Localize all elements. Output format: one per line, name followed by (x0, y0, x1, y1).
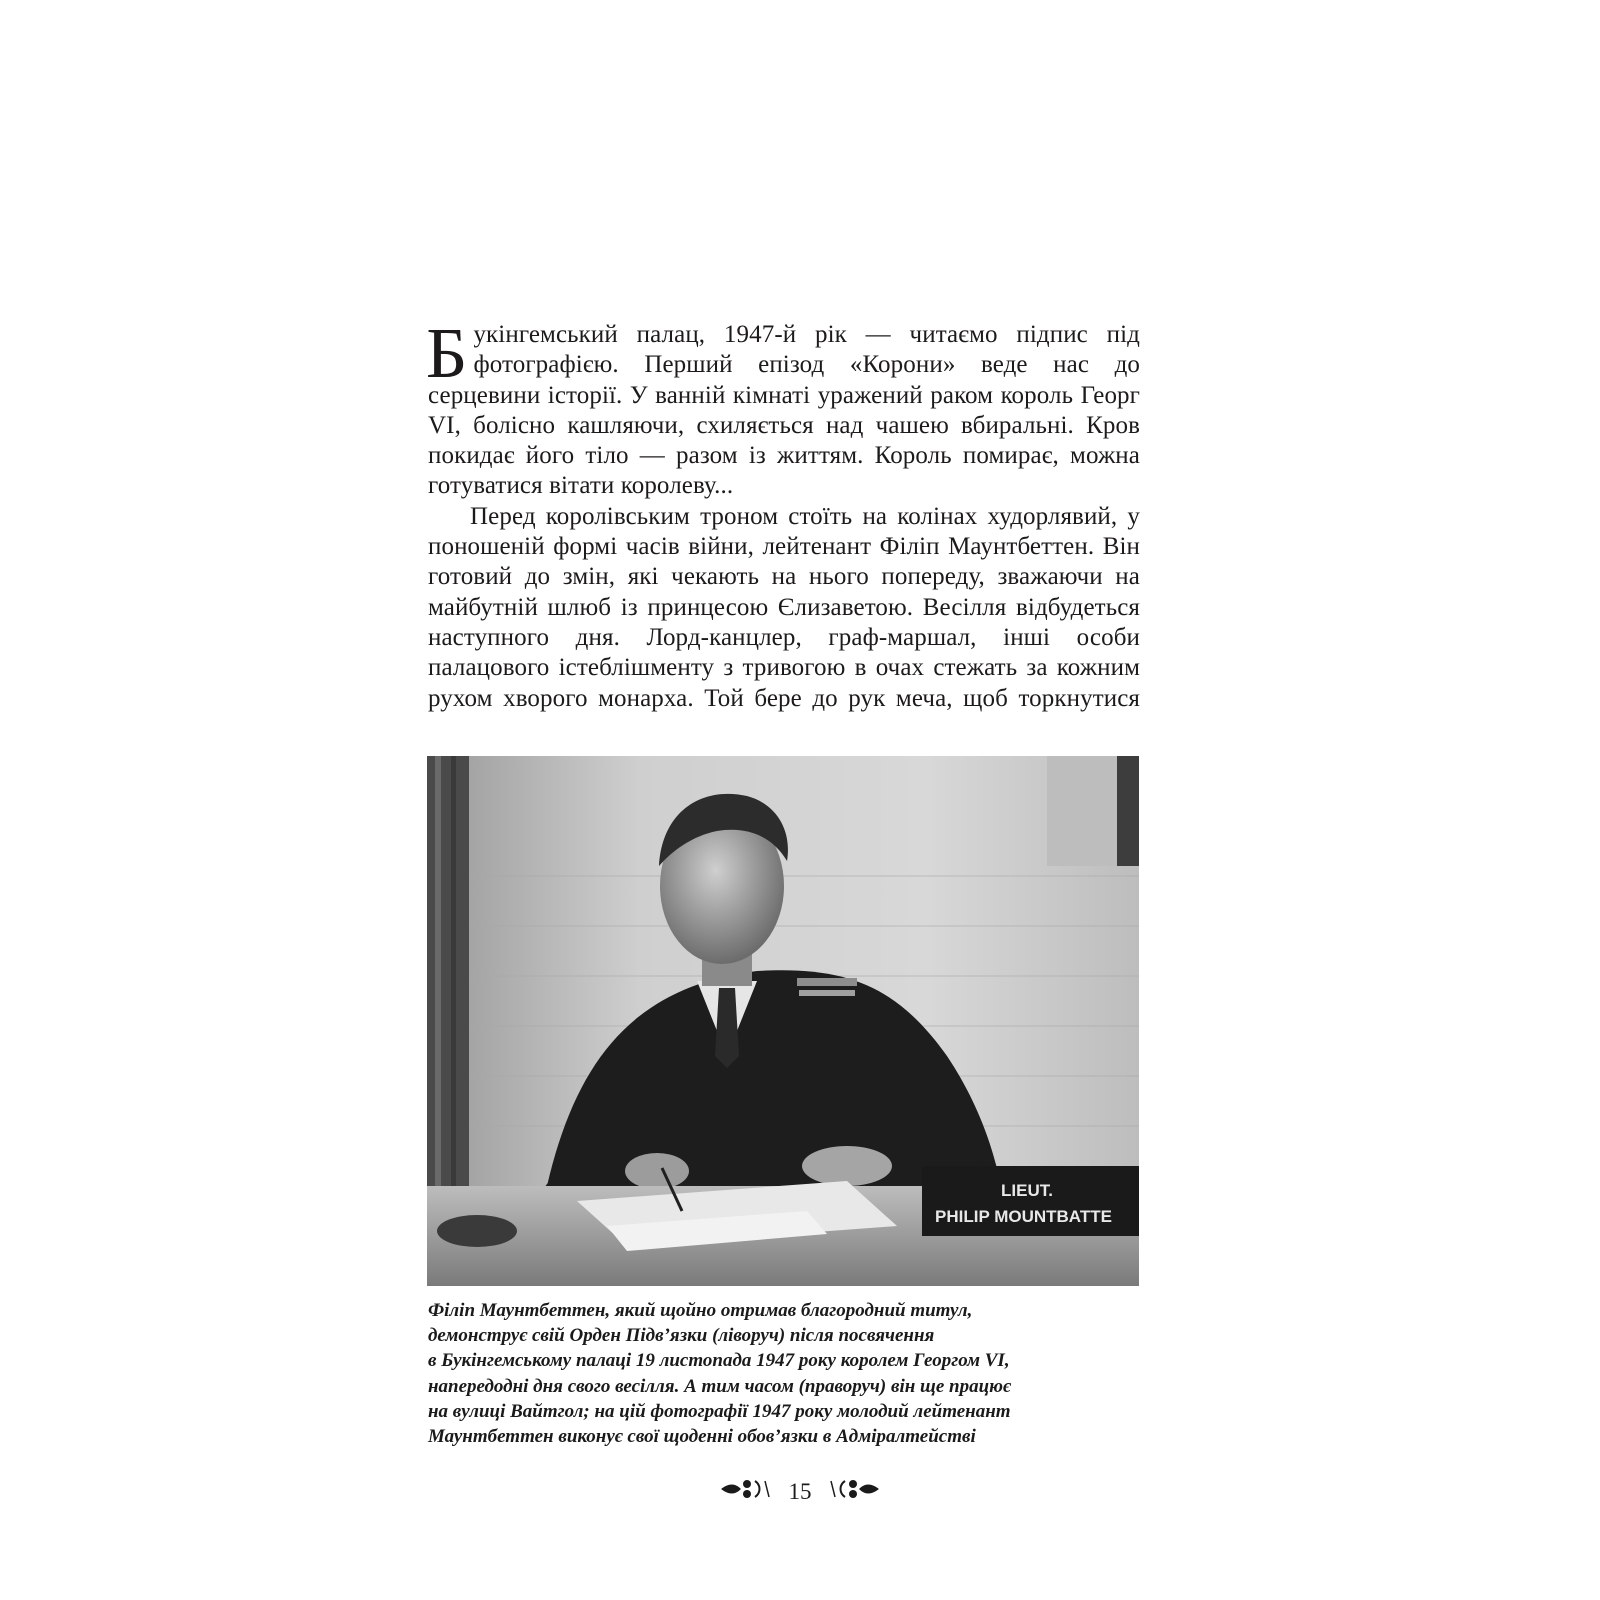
photograph-philip-mountbatten (427, 756, 1139, 1286)
photo-caption (428, 1298, 1140, 1449)
body-text (426, 313, 1140, 714)
drop-cap: Б (426, 313, 468, 393)
caption-line: в Букінгемському палаці 19 листопада 1947 року королем Георгом VI, (428, 1350, 1010, 1372)
caption-line: Філіп Маунтбеттен, який щойно отримав благородний титул, (428, 1300, 973, 1321)
caption-line: демонструє свій Орден Підв’язки (ліворуч) після посвячення (428, 1325, 935, 1347)
page-number: 15 (788, 1479, 812, 1504)
paragraph-1 (426, 313, 1140, 502)
left-ornament-icon (719, 1477, 773, 1507)
paragraph-2 (428, 502, 1140, 714)
nameplate-line-2: PHILIP MOUNTBATTE (935, 1207, 1112, 1226)
caption-line: Маунтбеттен виконує свої щоденні обов’язки в Адміралтействі (428, 1426, 976, 1448)
caption-line: на вулиці Вайтгол; на цій фотографії 1947 року молодий лейтенант (428, 1400, 1011, 1422)
paragraph-2-text: Перед королівським троном стоїть на колінах худорлявий, у поношеній формі часів війни, лейтенант Філіп Маунтбеттен. Він готовий до змін, які чекають на нього попереду, зважаючи на майбутній шлюб із принцесою Єлизаветою. Весілля відбудеться наступного дня. Лорд-канцлер, граф-маршал, інші особи палацового істеблішменту з тривогою в очах стежать за кожним рухом хворого монарха. Той бере до рук меча, щоб торкнутися (428, 502, 1140, 712)
nameplate-line-1: LIEUT. (1001, 1181, 1053, 1200)
page-footer (0, 1477, 1600, 1507)
paragraph-1-text: укінгемський палац, 1947-й рік — читаємо підпис під фотографією. Перший епізод «Корони» веде нас до серцевини історії. У ванній кімнаті уражений раком король Георг VI, болісно кашляючи, схиляється над чашею вбиральні. Кров покидає його тіло — разом із життям. Король помирає, можна готуватися вітати королеву... (428, 321, 1140, 500)
caption-line: напередодні дня свого весілля. А тим часом (праворуч) він ще працює (428, 1375, 1011, 1397)
right-ornament-icon (827, 1477, 881, 1507)
